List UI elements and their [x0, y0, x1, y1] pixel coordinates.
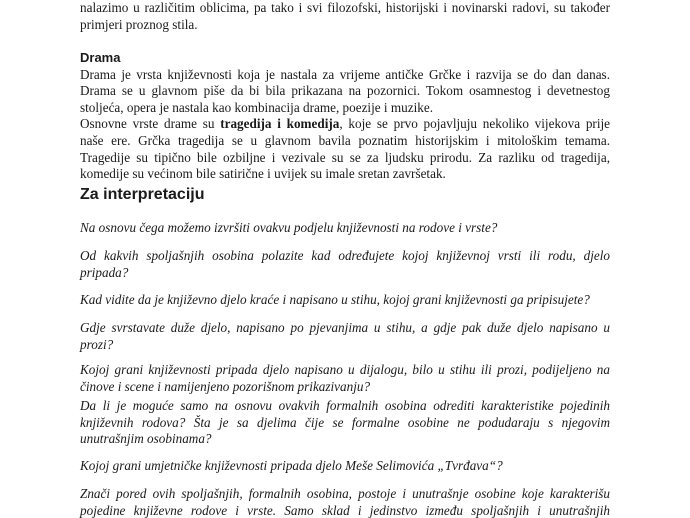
question-line: Kojoj grani književnosti pripada djelo napisano u dijalogu, bilo u stihu ili prozi, podijeljeno na [80, 362, 610, 377]
question-line: Kojoj grani umjetničke književnosti pripada djelo Meše Selimovića „Tvrđava“? [80, 458, 503, 473]
question-line: književnih rodova? Šta je sa djelima čije se formalne osobine ne podudaraju s njegovim [80, 414, 610, 430]
drama-section [80, 50, 610, 183]
drama-p2-bold: tragedija i komedija [220, 116, 340, 132]
drama-p2-line-3: Tragedije su tipično bile ozbiljne i vezivale su se za ljudsku prirodu. Za razliku od tragedija, [80, 149, 610, 165]
drama-p2-post: , koje se prvo pojavljuju nekoliko vijekova prije [339, 116, 610, 132]
drama-p1-line-2: Drama se u glavnom piše da bi bila prikazana na pozornici. Tokom osamnestog i devetnestog [80, 83, 610, 99]
drama-p2-line-1 [80, 116, 610, 133]
question-line: Od kakvih spoljašnjih osobina polazite kad određujete kojoj književnoj vrsti ili rodu, djelo [80, 248, 610, 263]
question-line: Na osnovu čega možemo izvršiti ovakvu podjelu književnosti na rodove i vrste? [80, 220, 498, 235]
question-line: pojedine književne rodove i vrste. Samo sklad i jedinstvo između spoljašnjih i unutrašnjih [80, 502, 610, 518]
question-line: Znači pored ovih spoljašnjih, formalnih osobina, postoje i unutrašnje osobine koje karakterišu [80, 486, 610, 501]
intro-paragraph [80, 0, 610, 33]
question-2 [80, 248, 610, 281]
drama-p2-line-4: komedije su većinom bile satirične i uvijek su imale sretan završetak. [80, 166, 446, 182]
question-1 [80, 220, 610, 237]
question-line: pripada? [80, 264, 129, 280]
question-8 [80, 486, 610, 518]
intro-line-1: nalazimo u različitim oblicima, pa tako i svi filozofski, historijski i novinarski radovi, su također [80, 0, 610, 15]
drama-p2-pre: Osnovne vrste drame su [80, 116, 221, 132]
question-line: činove i scene i namijenjeno pozorišnom prikazivanju? [80, 378, 371, 394]
question-line: prozi? [80, 336, 114, 352]
question-line: unutrašnjim osobinama? [80, 431, 212, 447]
intro-line-2: primjeri proznog stila. [80, 16, 198, 32]
section-heading: Za interpretaciju [80, 186, 205, 203]
question-line: Kad vidite da je književno djelo kraće i napisano u stihu, kojoj grani književnosti ga pripisujete? [80, 292, 590, 307]
question-line: Da li je moguće samo na osnovu ovakvih formalnih osobina odrediti karakteristike pojedinih [80, 398, 610, 413]
question-4 [80, 320, 610, 353]
drama-p1-line-1: Drama je vrsta književnosti koja je nastala za vrijeme antičke Grčke i razvija se do dan danas. [80, 66, 610, 82]
question-5 [80, 362, 610, 395]
question-6 [80, 398, 610, 448]
question-line: Gdje svrstavate duže djelo, napisano po pjevanjima u stihu, a gdje pak duže djelo napisano u [80, 320, 610, 335]
drama-heading: Drama [80, 50, 121, 65]
question-7 [80, 458, 610, 475]
drama-p2-line-2: naše ere. Grčka tragedija se u glavnom bavila poznatim historijskim i mitološkim temama. [80, 132, 610, 148]
question-3 [80, 292, 610, 309]
drama-p1-line-3: stoljeća, opera je nastala kao kombinacija drame, poezije i muzike. [80, 99, 433, 115]
